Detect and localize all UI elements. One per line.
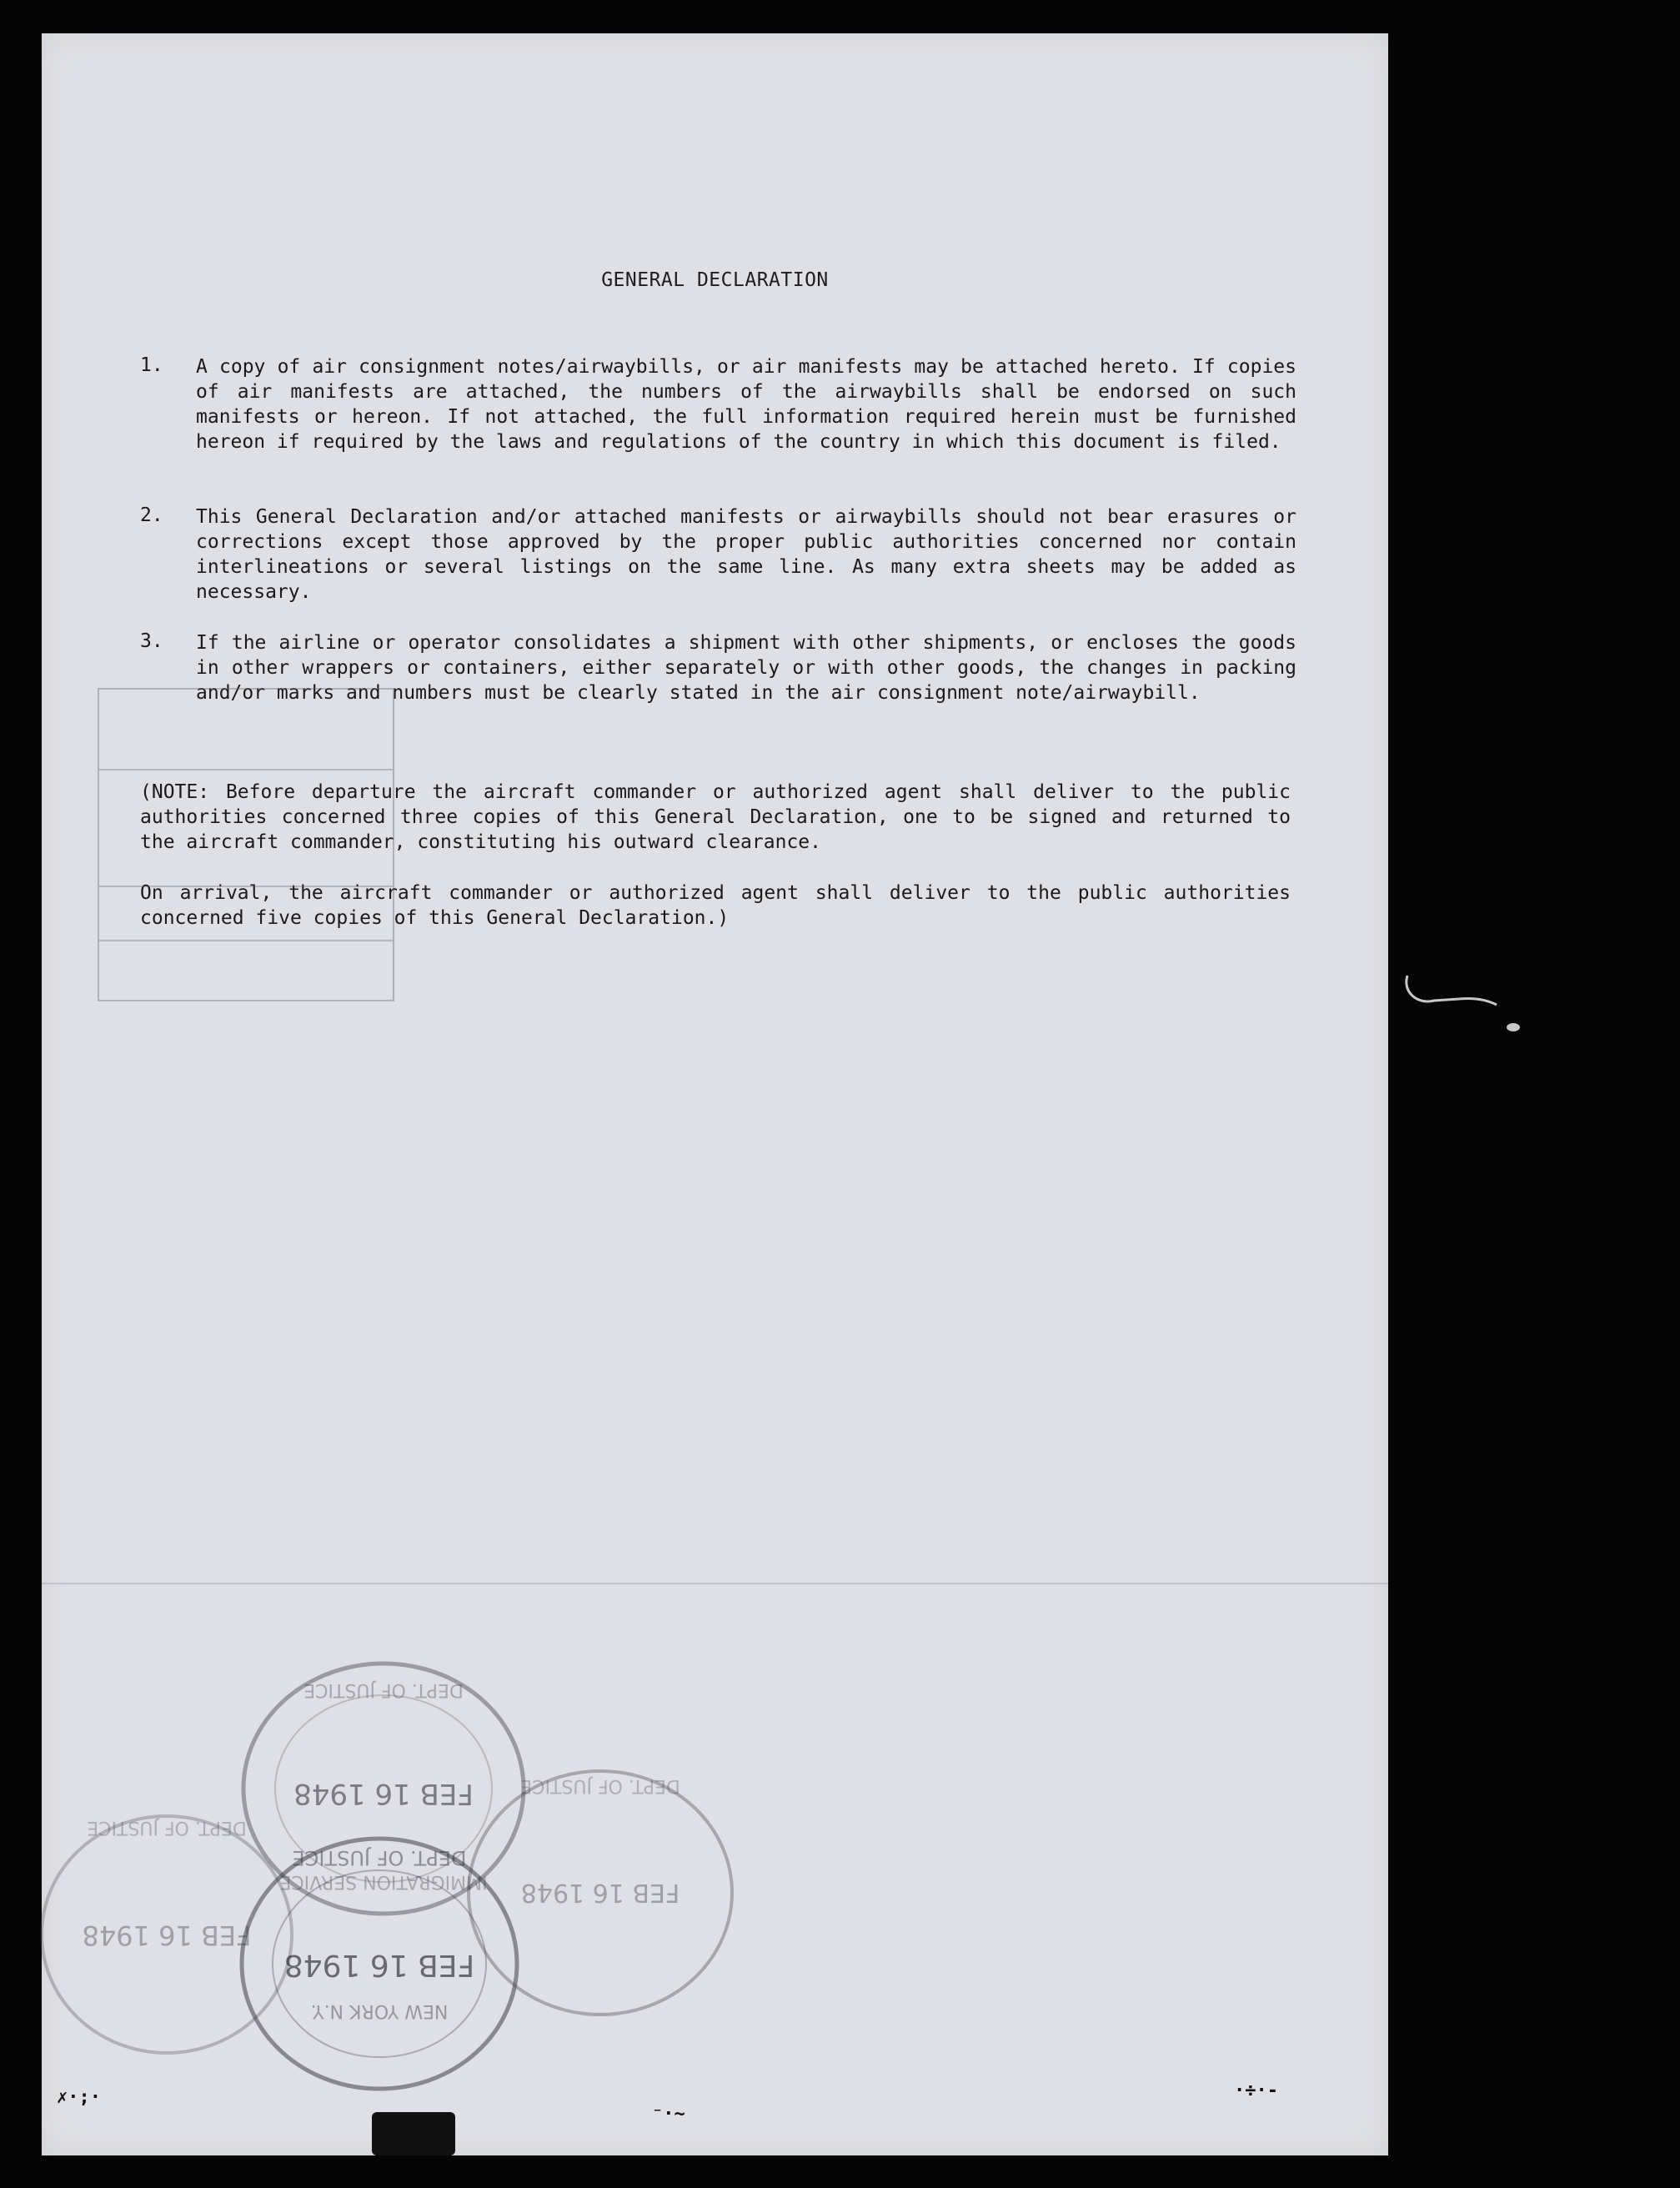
- svg-text:FEB 16 1948: FEB 16 1948: [82, 1920, 252, 1951]
- svg-text:FEB 16 1948: FEB 16 1948: [520, 1878, 680, 1907]
- page-fold-line: [42, 1583, 1388, 1584]
- scan-mark: ·÷·-: [1234, 2080, 1278, 2101]
- svg-text:DEPT. OF JUSTICE: DEPT. OF JUSTICE: [520, 1775, 680, 1796]
- ink-smudge: [372, 2112, 455, 2155]
- item-number: 2.: [140, 504, 163, 526]
- svg-text:FEB 16 1948: FEB 16 1948: [293, 1777, 474, 1810]
- item-number: 3.: [140, 630, 163, 652]
- svg-text:IMMIGRATION SERVICE: IMMIGRATION SERVICE: [279, 1871, 488, 1892]
- item-text: A copy of air consignment notes/airwaybills, or air manifests may be attached hereto. If copies of air manifests are attached, the numbers of the airwaybills shall be endorsed on such manifests or hereon. If not attached, the full information required herein must be furnished hereon if required by the laws and regulations of the country in which this document is filed.: [196, 356, 1296, 453]
- item-text: This General Declaration and/or attached manifests or airwaybills should not bear erasures or corrections except those approved by the proper public authorities concerned nor contain interlineations or several listings on the same line. As many extra sheets may be added as necessary.: [196, 506, 1296, 603]
- item-text: If the airline or operator consolidates a shipment with other shipments, or encloses the goods in other wrappers or containers, either separately or with other goods, the changes in packing and/or marks and numbers must be clearly stated in the air consignment note/airwaybill.: [196, 632, 1296, 704]
- svg-text:DEPT. OF JUSTICE: DEPT. OF JUSTICE: [292, 1846, 467, 1869]
- scan-artifact: [1401, 967, 1526, 1034]
- note-paragraph: (NOTE: Before departure the aircraft commander or authorized agent shall deliver to the public authorities concerned three copies of this General Declaration, one to be signed and returned to the aircraft commander, constituting his outward clearance.: [140, 781, 1291, 853]
- faded-box-stamp: [98, 688, 394, 1001]
- arrival-paragraph: On arrival, the aircraft commander or authorized agent shall deliver to the public authorities concerned five copies of this General Declaration.): [140, 882, 1291, 929]
- svg-text:DEPT. OF JUSTICE: DEPT. OF JUSTICE: [87, 1817, 247, 1838]
- seal-stamp-4: [459, 1759, 742, 2026]
- item-number: 1.: [140, 354, 163, 376]
- scan-mark: ✗·;·: [57, 2087, 101, 2108]
- svg-text:NEW YORK N.Y.: NEW YORK N.Y.: [310, 2000, 449, 2021]
- document-page: [42, 33, 1388, 2155]
- svg-text:FEB 16 1948: FEB 16 1948: [283, 1948, 475, 1982]
- page-title: GENERAL DECLARATION: [601, 269, 829, 291]
- scan-mark: ⁻·~: [652, 2104, 685, 2125]
- svg-text:DEPT. OF JUSTICE: DEPT. OF JUSTICE: [303, 1679, 464, 1700]
